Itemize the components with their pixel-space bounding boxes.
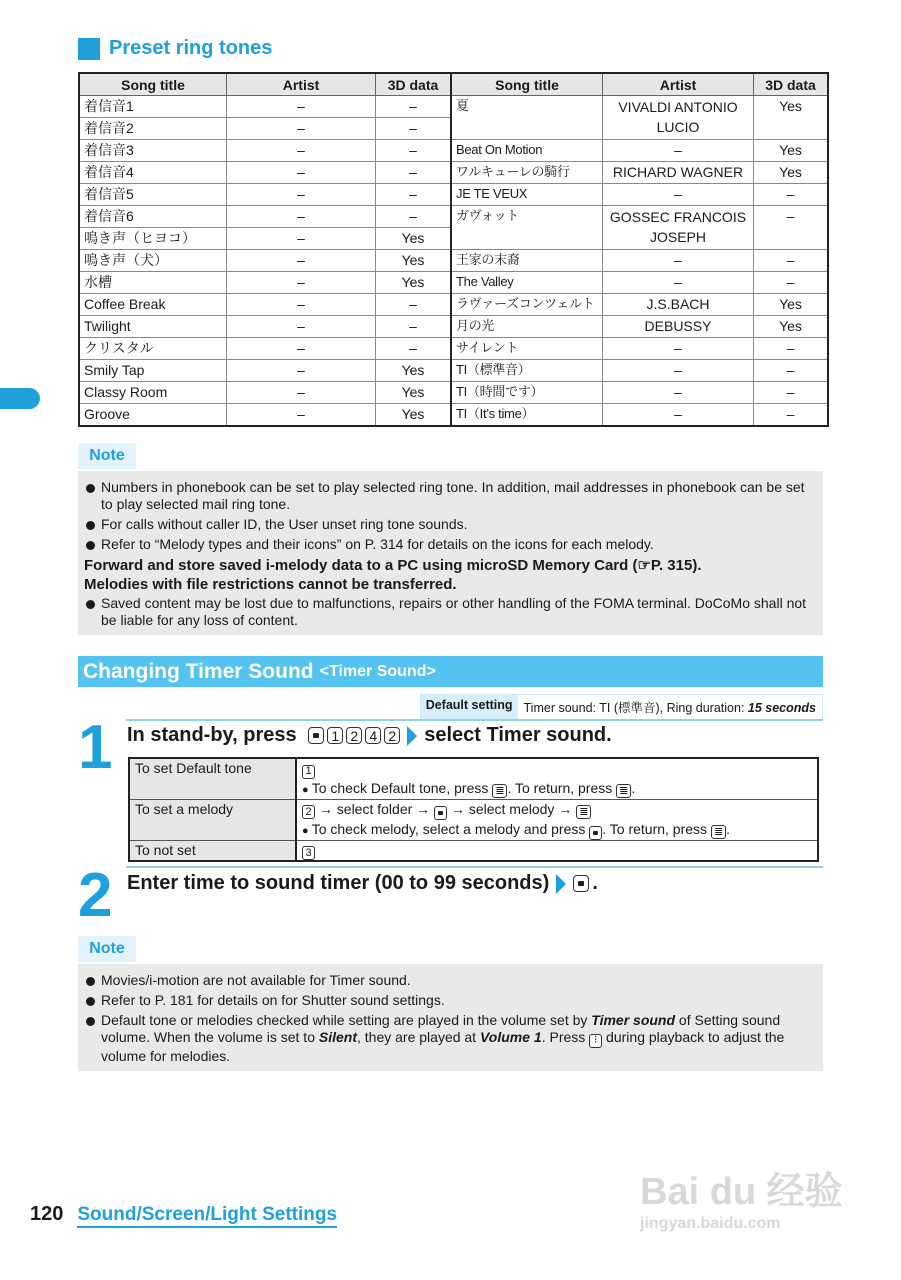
page-number: 120 bbox=[30, 1203, 64, 1225]
step-number: 1 bbox=[78, 713, 113, 782]
step-divider bbox=[126, 866, 823, 868]
step-2-instruction: Enter time to sound timer (00 to 99 seconds) . bbox=[127, 872, 598, 894]
option-detail bbox=[296, 840, 818, 861]
menu-key-icon: ≣ bbox=[711, 825, 726, 839]
text: Default tone or melodies checked while setting are played in the volume set by bbox=[101, 1012, 592, 1028]
column-header: Artist bbox=[603, 73, 754, 96]
table-cell: – bbox=[603, 382, 754, 404]
table-cell: DEBUSSY bbox=[603, 316, 754, 338]
table-row bbox=[79, 250, 828, 272]
table-cell: – bbox=[227, 404, 376, 427]
table-cell: – bbox=[227, 382, 376, 404]
table-cell: – bbox=[227, 360, 376, 382]
table-cell: – bbox=[603, 272, 754, 294]
table-cell: 鳴き声（ヒヨコ） bbox=[79, 228, 227, 250]
text: . To return, press bbox=[507, 779, 613, 796]
ring-tones-table bbox=[78, 72, 829, 427]
table-cell: – bbox=[376, 294, 452, 316]
number-key-icon: 2 bbox=[302, 805, 315, 819]
table-cell: JE TE VEUX bbox=[451, 184, 603, 206]
table-cell: 夏 bbox=[451, 96, 603, 140]
table-cell: – bbox=[754, 184, 829, 206]
table-cell: Yes bbox=[754, 162, 829, 184]
option-detail bbox=[296, 758, 818, 799]
table-cell: – bbox=[376, 206, 452, 228]
option-label: To not set bbox=[129, 840, 296, 861]
text: . Press bbox=[541, 1029, 590, 1045]
center-key-icon bbox=[308, 727, 324, 744]
number-key-icon: 4 bbox=[365, 727, 381, 744]
menu-key-icon: ≣ bbox=[616, 784, 631, 798]
watermark-url: jingyan.baidu.com bbox=[640, 1215, 781, 1232]
table-cell: – bbox=[227, 316, 376, 338]
section-subtitle: <Timer Sound> bbox=[319, 662, 436, 680]
section-banner bbox=[78, 656, 823, 687]
arrow-icon bbox=[407, 726, 417, 746]
table-cell: – bbox=[376, 162, 452, 184]
table-cell: クリスタル bbox=[79, 338, 227, 360]
table-row bbox=[129, 840, 818, 861]
note-bold-heading: Forward and store saved i-melody data to a PC using microSD Memory Card (☞P. 315). bbox=[84, 557, 702, 574]
table-cell: Yes bbox=[376, 360, 452, 382]
table-cell: Groove bbox=[79, 404, 227, 427]
table-cell: – bbox=[754, 250, 829, 272]
table-cell: – bbox=[227, 140, 376, 162]
step-1-instruction bbox=[127, 724, 612, 747]
table-cell: Yes bbox=[376, 272, 452, 294]
table-cell: – bbox=[227, 184, 376, 206]
step-text: Enter time to sound timer (00 to 99 seconds) bbox=[127, 872, 550, 894]
center-key-icon bbox=[589, 826, 602, 840]
default-setting-value bbox=[518, 695, 822, 719]
text: Volume 1 bbox=[479, 1029, 542, 1045]
table-cell: GOSSEC FRANCOIS JOSEPH bbox=[603, 206, 754, 250]
option-label: To set a melody bbox=[129, 799, 296, 840]
table-cell: TI（It’s time） bbox=[451, 404, 603, 427]
table-row bbox=[129, 758, 818, 799]
column-header: 3D data bbox=[376, 73, 452, 96]
page-footer bbox=[30, 1203, 337, 1228]
column-header: Artist bbox=[227, 73, 376, 96]
table-cell: VIVALDI ANTONIO LUCIO bbox=[603, 96, 754, 140]
table-row bbox=[79, 272, 828, 294]
chapter-tab bbox=[0, 388, 40, 409]
table-cell: – bbox=[754, 338, 829, 360]
table-cell: Yes bbox=[376, 404, 452, 427]
table-row bbox=[79, 206, 828, 228]
note-label: Note bbox=[78, 443, 136, 469]
number-key-icon: 2 bbox=[346, 727, 362, 744]
text: → select melody → bbox=[450, 800, 573, 817]
table-cell: 着信音5 bbox=[79, 184, 227, 206]
table-row bbox=[79, 404, 828, 427]
table-cell: Coffee Break bbox=[79, 294, 227, 316]
note-item: Refer to P. 181 for details on for Shutter sound settings. bbox=[84, 992, 815, 1009]
menu-key-icon: ≣ bbox=[576, 805, 591, 819]
text: during playback to adjust the volume for melodies. bbox=[101, 1029, 785, 1064]
table-cell: – bbox=[754, 206, 829, 250]
column-header: Song title bbox=[451, 73, 603, 96]
table-cell: TI（時間です） bbox=[451, 382, 603, 404]
note-item: For calls without caller ID, the User unset ring tone sounds. bbox=[84, 516, 815, 533]
table-cell: – bbox=[227, 118, 376, 140]
table-row bbox=[79, 96, 828, 118]
table-cell: 鳴き声（犬） bbox=[79, 250, 227, 272]
text: . To return, press bbox=[602, 820, 708, 837]
table-cell: ガヴォット bbox=[451, 206, 603, 250]
table-cell: 着信音3 bbox=[79, 140, 227, 162]
table-cell: – bbox=[227, 272, 376, 294]
text: To check Default tone, press bbox=[311, 779, 489, 796]
step-text: select Timer sound. bbox=[424, 724, 612, 746]
table-cell: – bbox=[603, 404, 754, 427]
step-divider bbox=[126, 719, 823, 721]
table-cell: Beat On Motion bbox=[451, 140, 603, 162]
table-cell: – bbox=[227, 96, 376, 118]
table-row bbox=[79, 338, 828, 360]
default-setting bbox=[420, 694, 823, 720]
option-note: ● To check Default tone, press ≣ . To return, press ≣ . bbox=[302, 780, 635, 796]
table-cell: 着信音1 bbox=[79, 96, 227, 118]
watermark-logo: Bai du 经验 bbox=[640, 1171, 843, 1213]
table-cell: – bbox=[376, 118, 452, 140]
note-item: Saved content may be lost due to malfunctions, repairs or other handling of the FOMA terminal. DoCoMo shall not be liable for any loss of content. bbox=[84, 595, 815, 629]
column-header: Song title bbox=[79, 73, 227, 96]
table-cell: 水槽 bbox=[79, 272, 227, 294]
number-key-icon: 2 bbox=[384, 727, 400, 744]
table-cell: – bbox=[603, 250, 754, 272]
table-cell: – bbox=[603, 140, 754, 162]
menu-key-icon: ≣ bbox=[492, 784, 507, 798]
options-table bbox=[128, 757, 819, 862]
option-detail bbox=[296, 799, 818, 840]
heading-square-icon bbox=[78, 38, 100, 60]
table-cell: Yes bbox=[754, 316, 829, 338]
table-row bbox=[79, 184, 828, 206]
table-cell: – bbox=[376, 338, 452, 360]
table-cell: – bbox=[376, 96, 452, 118]
table-row bbox=[79, 382, 828, 404]
default-setting-label: Default setting bbox=[421, 695, 518, 719]
table-row bbox=[79, 360, 828, 382]
table-row bbox=[79, 316, 828, 338]
table-row bbox=[79, 162, 828, 184]
table-cell: Yes bbox=[754, 140, 829, 162]
text: → select folder → bbox=[318, 800, 431, 817]
table-cell: J.S.BACH bbox=[603, 294, 754, 316]
arrow-icon bbox=[556, 874, 566, 894]
table-cell: – bbox=[376, 140, 452, 162]
table-cell: 着信音2 bbox=[79, 118, 227, 140]
table-cell: – bbox=[227, 206, 376, 228]
table-row bbox=[79, 294, 828, 316]
table-cell: Smily Tap bbox=[79, 360, 227, 382]
table-cell: The Valley bbox=[451, 272, 603, 294]
table-cell: – bbox=[376, 184, 452, 206]
table-cell: – bbox=[227, 162, 376, 184]
center-key-icon bbox=[434, 806, 447, 820]
text: To check melody, select a melody and press bbox=[311, 820, 586, 837]
option-note: ● To check melody, select a melody and press . To return, press ≣ . bbox=[302, 821, 730, 837]
note-item bbox=[84, 1012, 815, 1065]
table-cell: 月の光 bbox=[451, 316, 603, 338]
table-cell: 着信音4 bbox=[79, 162, 227, 184]
number-key-icon: 1 bbox=[327, 727, 343, 744]
table-cell: RICHARD WAGNER bbox=[603, 162, 754, 184]
table-row bbox=[79, 140, 828, 162]
number-key-icon: 3 bbox=[302, 846, 315, 860]
table-row bbox=[129, 799, 818, 840]
table-cell: – bbox=[603, 360, 754, 382]
note-bold-heading: Melodies with file restrictions cannot be transferred. bbox=[84, 576, 457, 593]
note-box bbox=[78, 964, 823, 1071]
table-cell: – bbox=[754, 404, 829, 427]
watermark bbox=[640, 1160, 843, 1233]
table-cell: – bbox=[754, 272, 829, 294]
table-cell: – bbox=[376, 316, 452, 338]
table-cell: Yes bbox=[754, 294, 829, 316]
table-cell: – bbox=[603, 338, 754, 360]
table-cell: Yes bbox=[376, 382, 452, 404]
default-setting-text: Timer sound: TI (標準音), Ring duration: bbox=[523, 701, 748, 715]
footer-section-link[interactable]: Sound/Screen/Light Settings bbox=[77, 1204, 337, 1228]
table-cell: – bbox=[603, 184, 754, 206]
table-cell: – bbox=[227, 250, 376, 272]
text: Timer sound bbox=[591, 1012, 676, 1028]
option-label: To set Default tone bbox=[129, 758, 296, 799]
text: of Setting sound volume. When the volume is set to bbox=[101, 1012, 781, 1045]
default-duration: 15 seconds bbox=[747, 701, 816, 715]
note-box bbox=[78, 471, 823, 635]
table-cell: – bbox=[227, 228, 376, 250]
number-key-icon: 1 bbox=[302, 765, 315, 779]
table-cell: Classy Room bbox=[79, 382, 227, 404]
table-cell: Yes bbox=[754, 96, 829, 140]
section-heading bbox=[78, 37, 272, 60]
volume-key-icon: ⁝ bbox=[589, 1034, 602, 1048]
note-item: Movies/i-motion are not available for Timer sound. bbox=[84, 972, 815, 989]
table-cell: ワルキューレの騎行 bbox=[451, 162, 603, 184]
table-cell: 王家の末裔 bbox=[451, 250, 603, 272]
table-cell: ラヴァーズコンツェルト bbox=[451, 294, 603, 316]
center-key-icon bbox=[573, 875, 589, 892]
column-header: 3D data bbox=[754, 73, 829, 96]
step-number: 2 bbox=[78, 861, 113, 930]
table-cell: 着信音6 bbox=[79, 206, 227, 228]
table-cell: サイレント bbox=[451, 338, 603, 360]
note-item: Refer to “Melody types and their icons” on P. 314 for details on the icons for each melody. bbox=[84, 536, 815, 553]
text: Silent bbox=[318, 1029, 357, 1045]
table-cell: – bbox=[227, 338, 376, 360]
step-text: In stand-by, press bbox=[127, 724, 297, 746]
section-title: Changing Timer Sound bbox=[83, 659, 314, 683]
heading-title: Preset ring tones bbox=[109, 37, 273, 59]
table-cell: Yes bbox=[376, 228, 452, 250]
table-cell: Twilight bbox=[79, 316, 227, 338]
table-cell: TI（標準音） bbox=[451, 360, 603, 382]
table-cell: – bbox=[227, 294, 376, 316]
table-cell: Yes bbox=[376, 250, 452, 272]
table-cell: – bbox=[754, 382, 829, 404]
note-item: Numbers in phonebook can be set to play selected ring tone. In addition, mail addresses in phonebook can be set to play selected mail ring tone. bbox=[84, 479, 815, 513]
note-label: Note bbox=[78, 936, 136, 962]
text: , they are played at bbox=[357, 1029, 480, 1045]
table-cell: – bbox=[754, 360, 829, 382]
